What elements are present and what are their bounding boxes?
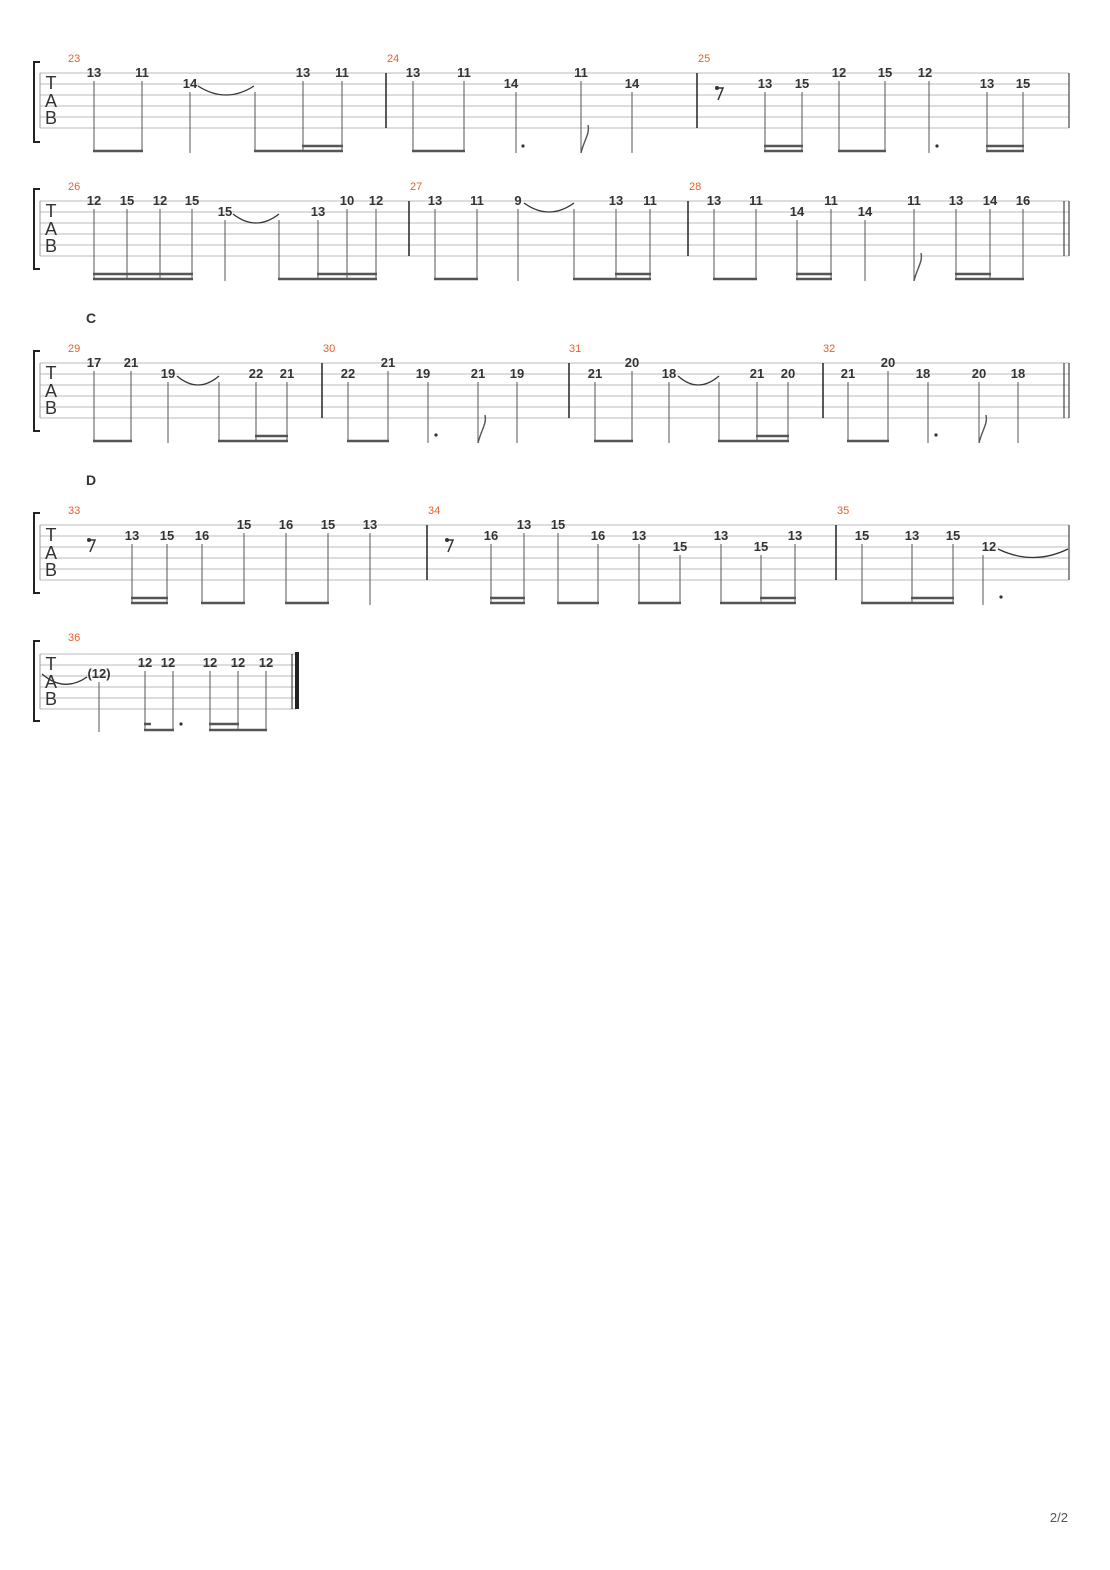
fret-number: 11	[470, 193, 484, 208]
eighth-note-flag	[478, 415, 485, 443]
fret-number: 13	[405, 65, 421, 80]
fret-number: 14	[182, 76, 198, 91]
fret-number: 13	[124, 528, 140, 543]
fret-number: 13	[608, 193, 624, 208]
tab-clef-letter: T	[45, 363, 57, 383]
tab-clef-letter: B	[44, 689, 58, 709]
tab-system	[34, 310, 1069, 443]
fret-number: 14	[857, 204, 873, 219]
fret-number: 15	[159, 528, 175, 543]
fret-number: 12	[137, 655, 153, 670]
measure-number: 31	[569, 343, 582, 355]
fret-number: 22	[340, 366, 356, 381]
tab-clef-letter: A	[44, 219, 58, 239]
fret-number: 13	[787, 528, 803, 543]
tie-arc	[678, 376, 719, 385]
measure-number: 30	[323, 343, 336, 355]
fret-number: 12	[831, 65, 847, 80]
fret-number: 13	[631, 528, 647, 543]
tie-arc	[233, 214, 279, 223]
fret-number: 13	[427, 193, 443, 208]
fret-number: 20	[880, 355, 896, 370]
fret-number: 15	[119, 193, 135, 208]
tab-clef-letter: B	[44, 560, 58, 580]
eighth-rest	[715, 86, 723, 100]
fret-number: 15	[184, 193, 200, 208]
measure-number: 26	[68, 181, 81, 193]
note-beams	[144, 724, 267, 730]
fret-number: 15	[794, 76, 810, 91]
system-bracket	[34, 62, 40, 142]
fret-number: 15	[753, 539, 769, 554]
fret-number: 13	[310, 204, 326, 219]
fret-number: 19	[415, 366, 431, 381]
fret-number: 15	[854, 528, 870, 543]
fret-number: 21	[380, 355, 396, 370]
fret-number: 13	[757, 76, 773, 91]
fret-number: 13	[362, 517, 378, 532]
fret-number: 10	[339, 193, 355, 208]
tie-arc	[198, 86, 254, 95]
fret-number: 20	[971, 366, 987, 381]
measure-number: 28	[689, 181, 702, 193]
ties	[198, 86, 254, 95]
measure-number: 24	[387, 53, 400, 65]
fret-number: 12	[160, 655, 176, 670]
fret-number: 16	[194, 528, 210, 543]
fret-number: 12	[86, 193, 102, 208]
fret-number: 14	[624, 76, 640, 91]
staff-lines	[40, 363, 1069, 418]
note-stems	[99, 671, 266, 732]
fret-number: 12	[917, 65, 933, 80]
tab-clef	[45, 201, 57, 256]
fret-number: 21	[587, 366, 603, 381]
fret-number: 13	[86, 65, 102, 80]
fret-number: 12	[981, 539, 997, 554]
tie-arc	[524, 203, 574, 212]
eighth-note-flag	[979, 415, 986, 443]
fret-number: 19	[160, 366, 176, 381]
fret-number: 11	[907, 193, 921, 208]
measure-number: 35	[837, 505, 850, 517]
note-beams	[93, 436, 889, 441]
tab-clef-letter: T	[45, 525, 57, 545]
fret-number: 12	[202, 655, 218, 670]
fret-number: 21	[279, 366, 295, 381]
eighth-note-flag	[581, 125, 588, 153]
tab-system	[34, 632, 299, 732]
fret-numbers	[87, 65, 1030, 91]
fret-number: 12	[152, 193, 168, 208]
fret-number: 21	[840, 366, 856, 381]
fret-number: 11	[749, 193, 763, 208]
fret-number: 13	[904, 528, 920, 543]
tab-clef-letter: T	[45, 73, 57, 93]
measure-number: 23	[68, 53, 81, 65]
tab-clef-letter: A	[44, 672, 58, 692]
fret-number: 11	[643, 193, 657, 208]
measure-number: 25	[698, 53, 711, 65]
tab-clef	[45, 73, 57, 128]
tab-system	[34, 53, 1069, 153]
measure-number: 36	[68, 632, 81, 644]
fret-number: 11	[824, 193, 838, 208]
fret-number: 15	[236, 517, 252, 532]
measure-number: 32	[823, 343, 836, 355]
rhythm-dots	[999, 595, 1002, 598]
fret-number: 20	[780, 366, 796, 381]
fret-number: 13	[516, 517, 532, 532]
tab-clef	[45, 654, 57, 709]
fret-numbers	[87, 655, 273, 681]
fret-number: 21	[123, 355, 139, 370]
fret-number: 13	[713, 528, 729, 543]
tab-clef-letter: T	[45, 654, 57, 674]
barlines	[386, 73, 1069, 128]
fret-number: 12	[368, 193, 384, 208]
fret-number: 12	[258, 655, 274, 670]
fret-number: 21	[749, 366, 765, 381]
eighth-rest	[87, 538, 95, 552]
system-bracket	[34, 189, 40, 269]
fret-number: 14	[789, 204, 805, 219]
barlines	[322, 363, 1069, 418]
final-barline	[292, 652, 299, 709]
measure-number: 27	[410, 181, 423, 193]
measure-number: 33	[68, 505, 81, 517]
eighth-rest	[445, 538, 453, 552]
fret-number: 11	[574, 65, 588, 80]
tab-clef-letter: T	[45, 201, 57, 221]
fret-number: 13	[979, 76, 995, 91]
system-bracket	[34, 351, 40, 431]
fret-number: 15	[550, 517, 566, 532]
fret-number: 13	[948, 193, 964, 208]
fret-number: 15	[217, 204, 233, 219]
tie-arc	[998, 549, 1068, 558]
fret-number: 19	[509, 366, 525, 381]
fret-number: 18	[915, 366, 931, 381]
fret-number: 16	[590, 528, 606, 543]
rhythm-dots	[179, 722, 182, 725]
measure-numbers	[68, 505, 849, 517]
measure-numbers	[68, 53, 710, 65]
tab-clef-letter: B	[44, 236, 58, 256]
fret-number: 12	[230, 655, 246, 670]
tab-clef	[45, 525, 57, 580]
fret-number: 15	[877, 65, 893, 80]
fret-number: 17	[86, 355, 102, 370]
barlines	[409, 201, 1069, 256]
fret-number: 15	[320, 517, 336, 532]
tab-clef-letter: A	[44, 91, 58, 111]
fret-number: 16	[1015, 193, 1031, 208]
tab-system	[34, 181, 1069, 281]
barlines	[427, 525, 1069, 580]
fret-number: 9	[514, 193, 522, 208]
tab-clef-letter: B	[44, 108, 58, 128]
fret-number: 13	[706, 193, 722, 208]
tie-arc	[177, 376, 219, 385]
measure-numbers	[68, 181, 701, 193]
section-marker: D	[86, 472, 97, 488]
fret-numbers	[87, 355, 1025, 381]
measure-number: 29	[68, 343, 81, 355]
system-bracket	[34, 641, 40, 721]
fret-number: 11	[457, 65, 471, 80]
fret-number: 15	[945, 528, 961, 543]
tab-clef-letter: B	[44, 398, 58, 418]
note-beams	[131, 598, 954, 603]
fret-number: 18	[661, 366, 677, 381]
fret-number: 22	[248, 366, 264, 381]
fret-number: 20	[624, 355, 640, 370]
fret-number: 16	[278, 517, 294, 532]
fret-number: 14	[503, 76, 519, 91]
note-beams	[93, 146, 1024, 151]
fret-number: 13	[295, 65, 311, 80]
fret-number: 18	[1010, 366, 1026, 381]
tab-system	[34, 472, 1069, 605]
fret-number: 11	[335, 65, 349, 80]
staff-lines	[40, 201, 1069, 256]
fret-numbers	[87, 193, 1030, 219]
tab-clef	[45, 363, 57, 418]
measure-number: 34	[428, 505, 441, 517]
ties	[998, 549, 1068, 558]
rhythm-dots	[434, 433, 937, 436]
fret-number: (12)	[87, 666, 111, 681]
ties	[233, 203, 574, 223]
eighth-note-flag	[914, 253, 921, 281]
tab-clef-letter: A	[44, 543, 58, 563]
tab-clef-letter: A	[44, 381, 58, 401]
section-marker: C	[86, 310, 97, 326]
system-bracket	[34, 513, 40, 593]
fret-number: 11	[135, 65, 149, 80]
fret-number: 15	[1015, 76, 1031, 91]
page-number: 2/2	[1049, 1510, 1068, 1525]
fret-number: 14	[982, 193, 998, 208]
fret-number: 16	[483, 528, 499, 543]
note-beams	[93, 274, 1024, 279]
fret-number: 15	[672, 539, 688, 554]
measure-numbers	[68, 343, 835, 355]
fret-number: 21	[470, 366, 486, 381]
